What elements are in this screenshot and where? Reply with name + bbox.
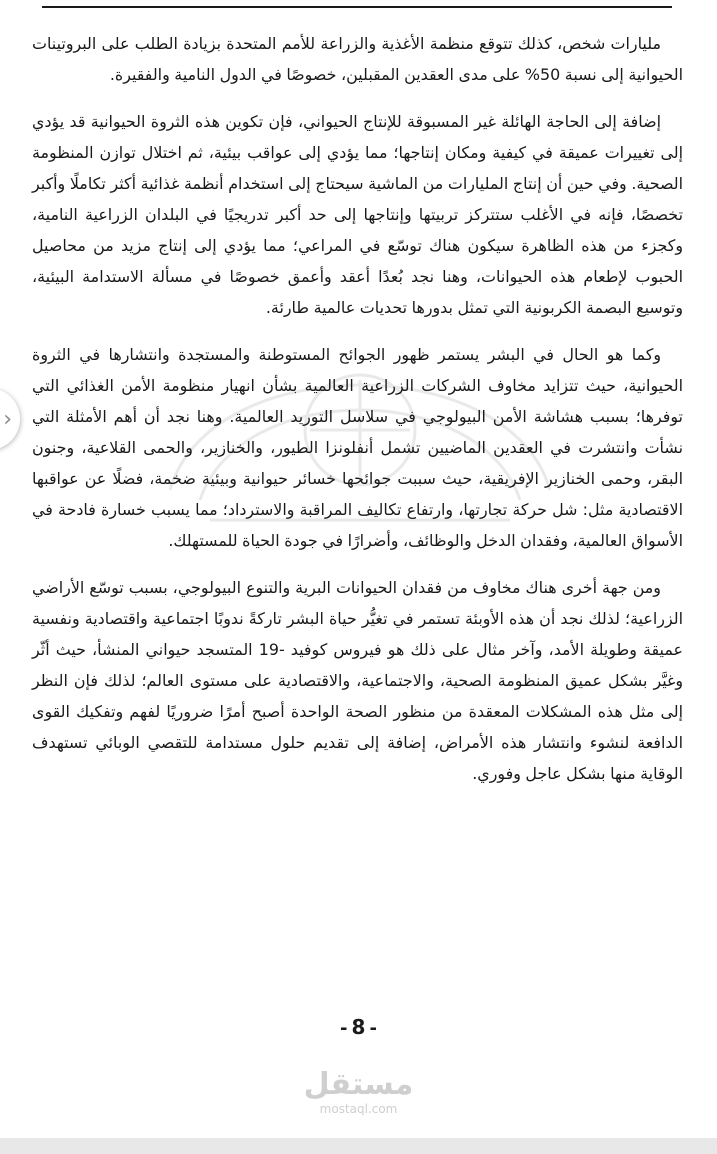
brand-domain: mostaql.com — [319, 1102, 398, 1116]
page-number-value: 8 — [351, 1015, 366, 1039]
paragraph: إضافة إلى الحاجة الهائلة غير المسبوقة للإنتاج الحيواني، فإن تكوين هذه الثروة الحيوانية قد يؤدي إلى تغييرات عميقة في كيفية ومكان إنتاجها؛ مما يؤدي إلى عواقب بيئية، ثم اختلال توازن المنظومة الصحية. وفي حين أن إنتاج المليارات من الماشية سيحتاج إلى استخدام أنظمة غذائية أكثر تكاملًا وأكبر تخصصًا، فإنه في الأغلب ستتركز تربيتها وإنتاجها إلى حد أكبر تدريجيًا في البلدان الزراعية النامية، وكجزء من هذه الظاهرة سيكون هناك توسّع في المراعي؛ مما يؤدي إلى إنتاج مزيد من محاصيل الحبوب لإطعام هذه الحيوانات، وهنا نجد بُعدًا أعقد وأعمق خصوصًا في مسألة الاستدامة البيئية، وتوسيع البصمة الكربونية التي تمثل بدورها تحديات عالمية طارئة. — [32, 112, 683, 317]
chevron-right-icon: › — [3, 406, 12, 432]
paragraph: ومن جهة أخرى هناك مخاوف من فقدان الحيوانات البرية والتنوع البيولوجي، بسبب توسّع الأراضي الزراعية؛ لذلك نجد أن هذه الأوبئة تستمر في تغيُّر حياة البشر تاركةً ندوبًا اجتماعية واقتصادية ونفسية عميقة وطويلة الأمد، وآخر مثال على ذلك هو فيروس كوفيد -19 المتسجد حيواني المنشأ، حيث أثّر وغيَّر بشكل عميق المنظومة الصحية، والاجتماعية، والاقتصادية على مستوى العالم؛ لذلك فإن النظر إلى مثل هذه المشكلات المعقدة من منظور الصحة الواحدة أصبح أمرًا ضروريًا لفهم وتفكيك القوى الدافعة لنشوء وانتشار هذه الأمراض، إضافة إلى تقديم حلول مستدامة للتقصي الوبائي تستهدف الوقاية منها بشكل عاجل وفوري. — [32, 578, 683, 783]
paragraph: مليارات شخص، كذلك تتوقع منظمة الأغذية والزراعة للأمم المتحدة بزيادة الطلب على البروتينات الحيوانية إلى نسبة 50% على مدى العقدين المقبلين، خصوصًا في الدول النامية والفقيرة. — [32, 34, 683, 84]
page-number — [0, 1015, 717, 1039]
top-rule — [42, 6, 672, 8]
brand-watermark — [0, 1068, 717, 1116]
article-body — [32, 28, 683, 805]
bottom-bar — [0, 1138, 717, 1154]
page-number-dash-left: - — [340, 1018, 348, 1039]
page-number-dash-right: - — [369, 1018, 377, 1039]
brand-logo: مستقل — [303, 1067, 414, 1102]
paragraph: وكما هو الحال في البشر يستمر ظهور الجوائح المستوطنة والمستجدة وانتشارها في الثروة الحيوانية، حيث تتزايد مخاوف الشركات الزراعية العالمية بشأن انهيار منظومة الأمن الغذائي التي توفرها؛ بسبب هشاشة الأمن البيولوجي في سلاسل التوريد العالمية. وهنا نجد أن أهم الأمثلة التي نشأت وانتشرت في العقدين الماضيين تشمل أنفلونزا الطيور، والخنازير، والحمى القلاعية، وجنون البقر، وحمى الخنازير الإفريقية، حيث سببت جوائحها خسائر حيوانية وبيئية ضخمة، فضلًا عن عواقبها الاقتصادية مثل: شل حركة تجارتها، وارتفاع تكاليف المراقبة والاسترداد؛ مما يسبب خسارة فادحة في الأسواق العالمية، وفقدان الدخل والوظائف، وأضرارًا في جودة الحياة للمستهلك. — [32, 345, 683, 550]
next-page-button[interactable] — [0, 388, 20, 450]
